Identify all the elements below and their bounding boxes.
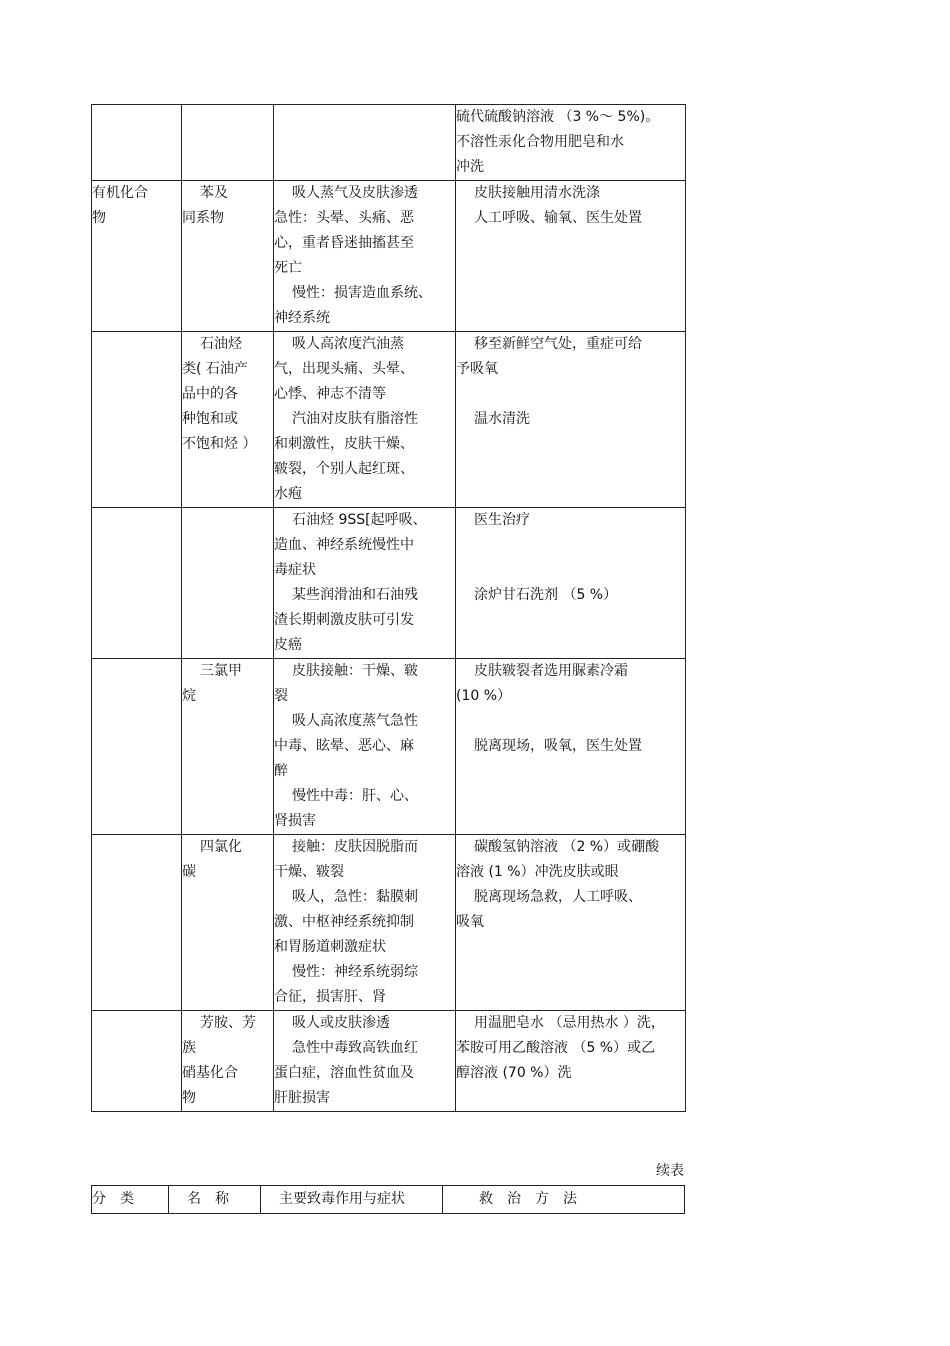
treatment-line xyxy=(456,558,685,583)
symptoms-line: 急性中毒致高铁血红 xyxy=(292,1040,418,1056)
symptoms-line: 渣长期刺激皮肤可引发 xyxy=(274,612,414,628)
name-line: 族 xyxy=(182,1040,196,1056)
cell-category xyxy=(92,835,182,1011)
treatment-line: 脱离现场，吸氧，医生处置 xyxy=(474,738,642,754)
treatment-line: (10 %） xyxy=(456,688,512,704)
treatment-line: 用温肥皂水 （忌用热水 ）洗， xyxy=(474,1015,665,1031)
cell-symptoms xyxy=(274,659,456,835)
cell-name xyxy=(182,105,274,181)
cell-category xyxy=(92,105,182,181)
symptoms-line: 心，重者昏迷抽搐甚至 xyxy=(274,235,414,251)
symptoms-line: 合征，损害肝、肾 xyxy=(274,989,386,1005)
hazard-table xyxy=(91,104,686,1112)
name-line: 碳 xyxy=(182,864,196,880)
treatment-line: 人工呼吸、输氧、医生处置 xyxy=(474,210,642,226)
name-line: 硝基化合 xyxy=(182,1065,238,1081)
symptoms-line: 裂 xyxy=(274,688,288,704)
symptoms-line: 和刺激性，皮肤干燥、 xyxy=(274,436,414,452)
cell-treatment xyxy=(456,835,686,1011)
symptoms-line: 吸人，急性：黏膜刺 xyxy=(292,889,418,905)
name-line: 物 xyxy=(182,1090,196,1106)
name-line: 芳胺、芳 xyxy=(200,1015,256,1031)
symptoms-line: 某些润滑油和石油残 xyxy=(292,587,418,603)
table-row xyxy=(92,181,686,332)
header-row xyxy=(92,1186,685,1214)
symptoms-line: 激、中枢神经系统抑制 xyxy=(274,914,414,930)
treatment-line xyxy=(456,533,685,558)
hazard-table-body xyxy=(92,105,686,1112)
table-row xyxy=(92,105,686,181)
name-line: 种饱和或 xyxy=(182,411,238,427)
cell-treatment xyxy=(456,181,686,332)
name-line: 不饱和烃 ） xyxy=(182,436,257,452)
symptoms-line: 干燥、皲裂 xyxy=(274,864,344,880)
name-line: 类( 石油产 xyxy=(182,361,248,377)
cell-symptoms xyxy=(274,105,456,181)
cell-name xyxy=(182,1011,274,1112)
symptoms-line: 皮肤接触：干燥、皲 xyxy=(292,663,418,679)
cell-symptoms xyxy=(274,1011,456,1112)
treatment-line xyxy=(456,709,685,734)
symptoms-line: 汽油对皮肤有脂溶性 xyxy=(292,411,418,427)
symptoms-line: 慢性中毒：肝、心、 xyxy=(292,788,418,804)
header-treatment: 救 治 方 法 xyxy=(443,1186,685,1214)
symptoms-line: 吸人或皮肤渗透 xyxy=(292,1015,390,1031)
symptoms-line: 蛋白症，溶血性贫血及 xyxy=(274,1065,414,1081)
cell-name xyxy=(182,659,274,835)
treatment-line: 不溶性汞化合物用肥皂和水 xyxy=(456,134,624,150)
name-line: 同系物 xyxy=(182,210,224,226)
cell-category xyxy=(92,1011,182,1112)
header-name: 名 称 xyxy=(169,1186,261,1214)
header-table xyxy=(91,1185,685,1214)
treatment-line: 医生治疗 xyxy=(474,512,530,528)
cell-symptoms xyxy=(274,835,456,1011)
cell-category xyxy=(92,508,182,659)
treatment-line xyxy=(456,382,685,407)
treatment-line: 温水清洗 xyxy=(474,411,530,427)
name-line: 四氯化 xyxy=(200,839,242,855)
symptoms-line: 中毒、眩晕、恶心、麻 xyxy=(274,738,414,754)
table-row xyxy=(92,1011,686,1112)
symptoms-line: 慢性：损害造血系统、 xyxy=(292,285,432,301)
symptoms-line: 石油烃 9SS[起呼吸、 xyxy=(292,512,427,528)
header-category: 分 类 xyxy=(92,1186,169,1214)
category-line: 物 xyxy=(92,210,106,226)
symptoms-line: 醉 xyxy=(274,763,288,779)
cell-treatment xyxy=(456,1011,686,1112)
treatment-line: 苯胺可用乙酸溶液 （5 %）或乙 xyxy=(456,1040,656,1056)
cell-category xyxy=(92,332,182,508)
category-line: 有机化合 xyxy=(92,185,148,201)
symptoms-line: 急性：头晕、头痛、恶 xyxy=(274,210,414,226)
treatment-line: 溶液 (1 %）冲洗皮肤或眼 xyxy=(456,864,619,880)
treatment-line: 皮肤接触用清水洗涤 xyxy=(474,185,600,201)
cell-name xyxy=(182,835,274,1011)
symptoms-line: 慢性：神经系统弱综 xyxy=(292,964,418,980)
treatment-line: 醇溶液 (70 %）洗 xyxy=(456,1065,572,1081)
cell-category xyxy=(92,181,182,332)
cell-treatment xyxy=(456,508,686,659)
symptoms-line: 接触：皮肤因脱脂而 xyxy=(292,839,418,855)
name-line: 苯及 xyxy=(200,185,228,201)
treatment-line: 予吸氧 xyxy=(456,361,498,377)
name-line: 石油烃 xyxy=(200,336,242,352)
symptoms-line: 吸人蒸气及皮肤渗透 xyxy=(292,185,418,201)
table-row xyxy=(92,508,686,659)
treatment-line: 脱离现场急救，人工呼吸、 xyxy=(474,889,642,905)
symptoms-line: 吸人高浓度蒸气急性 xyxy=(292,713,418,729)
treatment-line: 移至新鲜空气处，重症可给 xyxy=(474,336,642,352)
cell-name xyxy=(182,181,274,332)
symptoms-line: 皮癌 xyxy=(274,637,302,653)
cell-treatment xyxy=(456,332,686,508)
symptoms-line: 造血、神经系统慢性中 xyxy=(274,537,414,553)
cell-treatment xyxy=(456,105,686,181)
cell-name xyxy=(182,508,274,659)
symptoms-line: 毒症状 xyxy=(274,562,316,578)
treatment-line: 吸氧 xyxy=(456,914,484,930)
cell-name xyxy=(182,332,274,508)
table-row xyxy=(92,659,686,835)
symptoms-line: 肾损害 xyxy=(274,813,316,829)
symptoms-line: 死亡 xyxy=(274,260,302,276)
treatment-line: 涂炉甘石洗剂 （5 %） xyxy=(474,587,618,603)
symptoms-line: 神经系统 xyxy=(274,310,330,326)
cell-symptoms xyxy=(274,332,456,508)
cell-symptoms xyxy=(274,181,456,332)
symptoms-line: 心悸、神志不清等 xyxy=(274,386,386,402)
treatment-line: 硫代硫酸钠溶液 （3 %～ 5%)。 xyxy=(456,109,660,125)
name-line: 品中的各 xyxy=(182,386,238,402)
treatment-line: 碳酸氢钠溶液 （2 %）或硼酸 xyxy=(474,839,660,855)
symptoms-line: 肝脏损害 xyxy=(274,1090,330,1106)
cell-category xyxy=(92,659,182,835)
header-symptoms: 主要致毒作用与症状 xyxy=(261,1186,443,1214)
name-line: 烷 xyxy=(182,688,196,704)
symptoms-line: 皲裂，个别人起红斑、 xyxy=(274,461,414,477)
symptoms-line: 水疱 xyxy=(274,486,302,502)
table-row xyxy=(92,835,686,1011)
continued-label: 续表 xyxy=(656,1163,684,1179)
cell-treatment xyxy=(456,659,686,835)
symptoms-line: 气，出现头痛、头晕、 xyxy=(274,361,414,377)
symptoms-line: 和胃肠道刺激症状 xyxy=(274,939,386,955)
name-line: 三氯甲 xyxy=(200,663,242,679)
symptoms-line: 吸人高浓度汽油蒸 xyxy=(292,336,404,352)
treatment-line: 皮肤皲裂者选用脲素冷霜 xyxy=(474,663,628,679)
treatment-line: 冲洗 xyxy=(456,159,484,175)
table-row xyxy=(92,332,686,508)
cell-symptoms xyxy=(274,508,456,659)
